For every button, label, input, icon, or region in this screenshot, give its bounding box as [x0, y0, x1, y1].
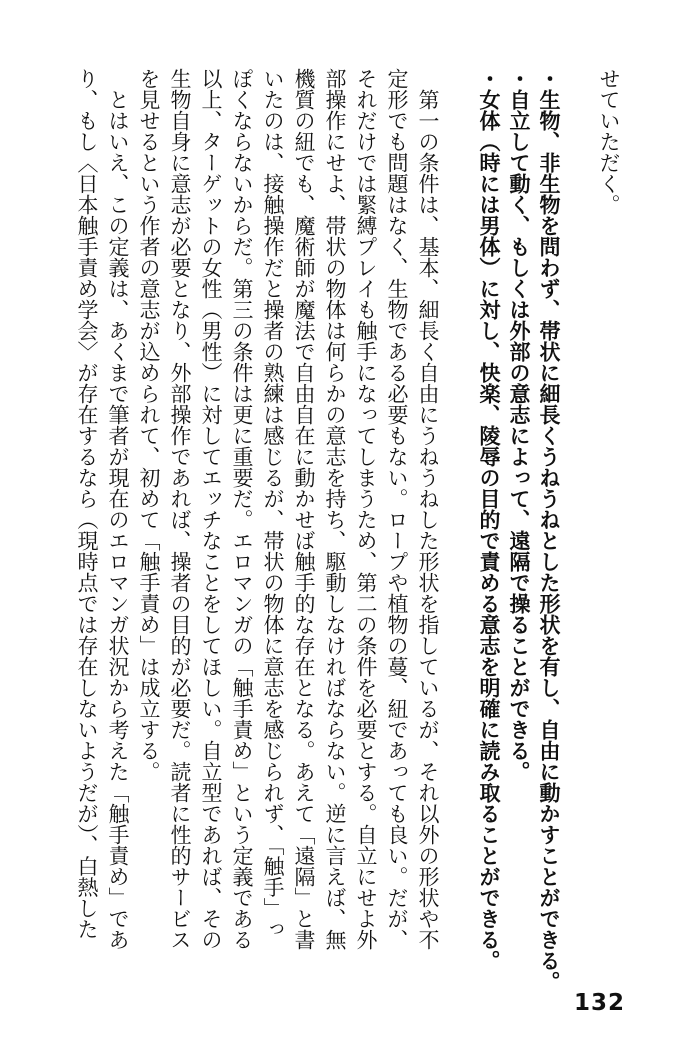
body-line: を見せるという作者の意志が込められて、初めて「触手責め」は成立する。: [137, 68, 161, 782]
body-line: 生物自身に意志が必要となり、外部操作であれば、操者の目的が必要だ。読者に性的サービス: [168, 68, 192, 950]
body-line: 部操作にせよ、帯状の物体は何らかの意志を持ち、駆動しなければならない。逆に言えば、無: [323, 68, 347, 950]
body-line: 機質の紐でも、魔術師が魔法で自由自在に動かせば触手的な存在となる。あえて「遠隔」と書: [292, 68, 316, 950]
bullet-item-1: ・生物、非生物を問わず、帯状に細長くうねうねとした形状を有し、自由に動かすことができる。: [537, 68, 561, 992]
body-line: 以上、ターゲットの女性（男性）に対してエッチなことをしてほしい。自立型であれば、その: [199, 68, 223, 950]
body-line: それだけでは緊縛プレイも触手になってしまうため、第二の条件を必要とする。自立にせよ外: [354, 68, 378, 950]
text-line-intro-tail: せていただく。: [597, 68, 621, 215]
body-line: ぽくならないからだ。第三の条件は更に重要だ。エロマンガの「触手責め」という定義である: [230, 68, 254, 950]
page-number: 132: [574, 990, 626, 1016]
body-line: 第一の条件は、基本、細長く自由にうねうねした形状を指しているが、それ以外の形状や不: [416, 89, 440, 950]
body-line: いたのは、接触操作だと操者の熟練は感じるが、帯状の物体に意志を感じられず、「触手」っ: [261, 68, 285, 940]
bullet-item-2: ・自立して動く、もしくは外部の意志によって、遠隔で操ることができる。: [507, 68, 531, 782]
body-line: とはいえ、この定義は、あくまで筆者が現在のエロマンガ状況から考えた「触手責め」であ: [106, 89, 130, 950]
body-line: り、もし〈日本触手責め学会〉が存在するなら（現時点では存在しないようだが）、白熱した: [75, 68, 99, 940]
bullet-item-3: ・女体（時には男体）に対し、快楽、陵辱の目的で責める意志を明確に読み取ることができる。: [477, 68, 501, 971]
body-line: 定形でも問題はなく、生物である必要もない。ロープや植物の蔓、紐であっても良い。だが、: [385, 68, 409, 950]
